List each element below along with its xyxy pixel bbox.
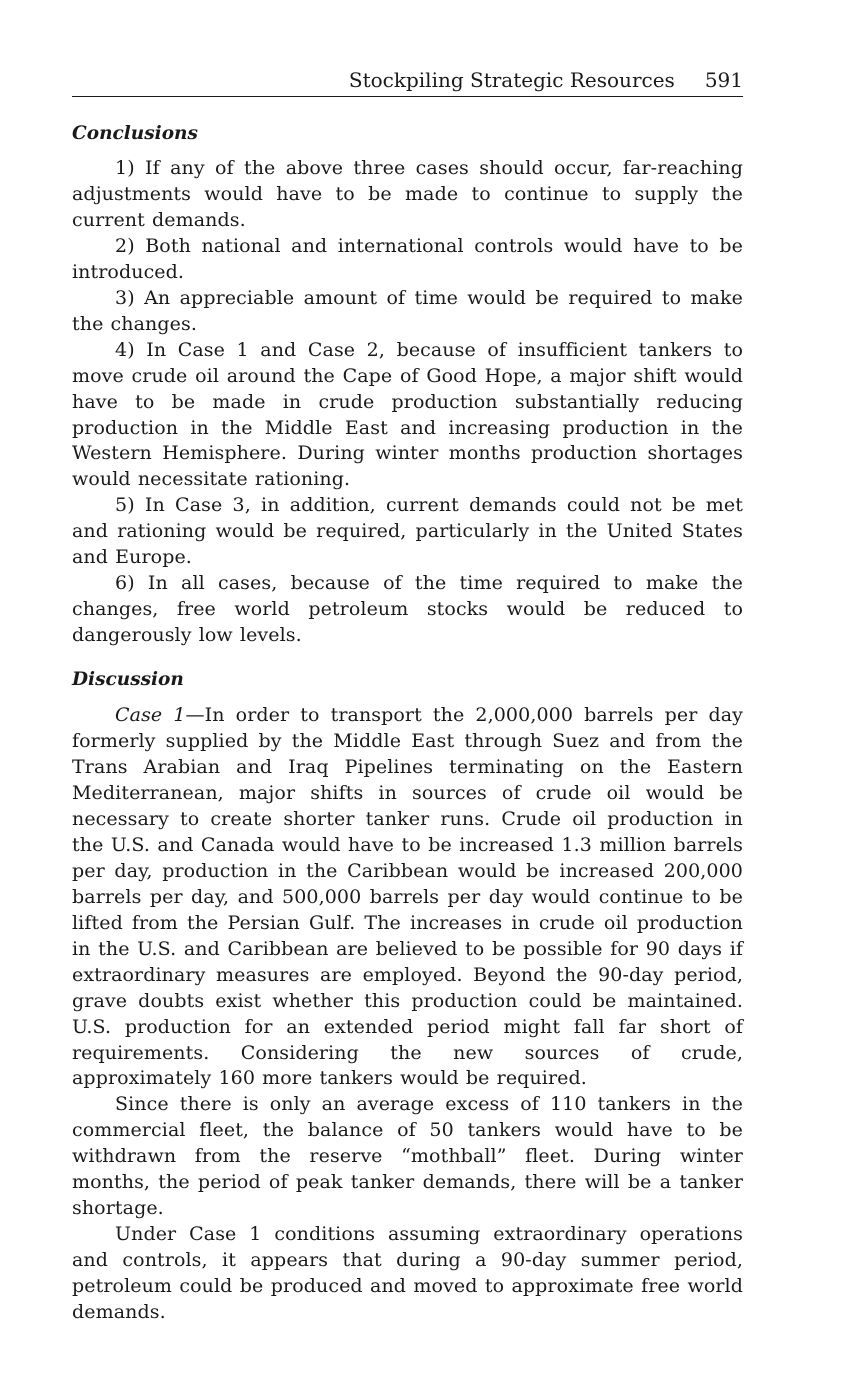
discussion-body [72, 703, 743, 1326]
discussion-heading: Discussion [72, 669, 184, 691]
conclusion-item: 3) An appreciable amount of time would be required to make the changes. [72, 286, 743, 335]
running-head [72, 66, 743, 97]
conclusion-item: 1) If any of the above three cases should occur, far-reaching adjustments would have to be made to continue to supply the current demands. [72, 157, 743, 231]
conclusion-item: 5) In Case 3, in addition, current demands could not be met and rationing would be required, particularly in the United States and Europe. [72, 494, 743, 569]
case-1-text: —In order to transport the 2,000,000 barrels per day formerly supplied by the Middle East through Suez and from the Trans Arabian and Iraq Pipelines terminating on the Eastern Mediterranean, major shifts in sources of crude oil would be necessary to create shorter tanker runs. Crude oil production in the U.S. and Canada would have to be increased 1.3 million barrels per day, production in the Caribbean would be increased 200,000 barrels per day, and 500,000 barrels per day would continue to be lifted from the Persian Gulf. The increases in crude oil production in the U.S. and Caribbean are believed to be possible for 90 days if extraordinary measures are employed. Beyond the 90-day period, grave doubts exist whether this production could be maintained. U.S. production for an extended period might fall far short of requirements. Considering the new sources of crude, approximately 160 more tankers would be required. [72, 704, 743, 1090]
conclusion-item: 4) In Case 1 and Case 2, because of insufficient tankers to move crude oil around the Cape of Good Hope, a major shift would have to be made in crude production substantially reducing production in the Middle East and increasing production in the Western Hemisphere. During winter months production shortages would necessitate rationing. [72, 338, 743, 491]
running-head-title: Stockpiling Strategic Resources [348, 68, 675, 92]
discussion-paragraph: Under Case 1 conditions assuming extraordinary operations and controls, it appears that during a 90-day summer period, petroleum could be produced and moved to approximate free world demands. [72, 1223, 743, 1324]
case-1-paragraph [72, 703, 743, 1092]
conclusion-item: 2) Both national and international controls would have to be introduced. [72, 234, 743, 283]
page-number: 591 [704, 68, 743, 92]
document-page [72, 66, 743, 1326]
case-1-label: Case 1 [115, 704, 186, 727]
discussion-paragraph: Since there is only an average excess of 110 tankers in the commercial fleet, the balance of 50 tankers would have to be withdrawn from the reserve “mothball” fleet. During winter months, the period of peak tanker demands, there will be a tanker shortage. [72, 1093, 743, 1220]
conclusions-heading: Conclusions [72, 123, 198, 144]
conclusions-list [72, 156, 743, 649]
conclusion-item: 6) In all cases, because of the time required to make the changes, free world petroleum stocks would be reduced to dangerously low levels. [72, 572, 743, 647]
